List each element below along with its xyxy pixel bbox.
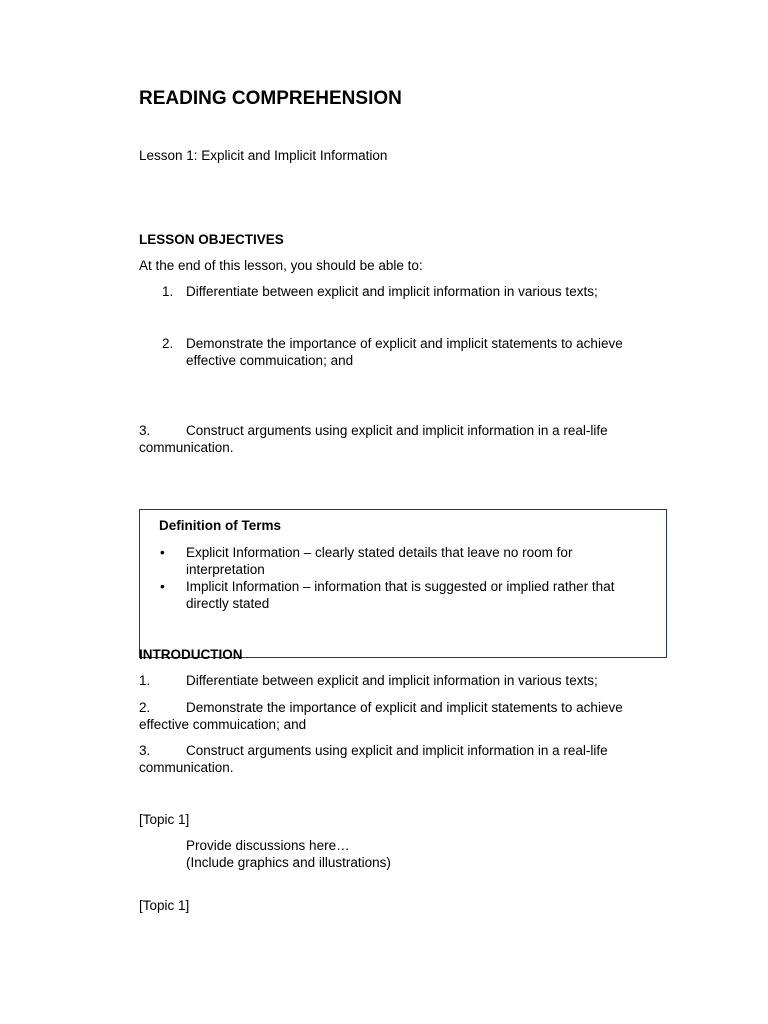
introduction-item <box>139 742 659 776</box>
objectives-heading: LESSON OBJECTIVES <box>139 232 284 247</box>
objective-item <box>162 335 662 369</box>
definition-text: Implicit Information – information that is suggested or implied rather that directly stated <box>186 579 615 611</box>
introduction-heading: INTRODUCTION <box>139 647 243 662</box>
topic-label: [Topic 1] <box>139 898 190 913</box>
introduction-number: 3. <box>139 743 151 758</box>
objective-item <box>139 422 659 456</box>
bullet-icon: • <box>160 545 165 560</box>
definition-list <box>158 544 648 612</box>
topic-body <box>186 837 391 871</box>
introduction-number: 1. <box>139 673 151 688</box>
objective-item <box>162 283 662 300</box>
bullet-icon: • <box>160 579 165 594</box>
objective-number: 3. <box>139 423 151 438</box>
objective-number: 1. <box>162 284 174 299</box>
objective-number: 2. <box>162 336 174 351</box>
topic-body-line: (Include graphics and illustrations) <box>186 855 391 870</box>
introduction-text: Differentiate between explicit and implicit information in various texts; <box>186 673 598 688</box>
objective-text: Demonstrate the importance of explicit and implicit statements to achieve effective commuication; and <box>186 336 623 368</box>
introduction-text: Construct arguments using explicit and implicit information in a real-life communication. <box>139 743 608 775</box>
introduction-item <box>139 699 659 733</box>
topic-body-line: Provide discussions here… <box>186 838 350 853</box>
introduction-text: Demonstrate the importance of explicit and implicit statements to achieve effective commuication; and <box>139 700 623 732</box>
objectives-intro: At the end of this lesson, you should be able to: <box>139 258 423 273</box>
introduction-number: 2. <box>139 700 151 715</box>
definition-heading: Definition of Terms <box>159 518 282 533</box>
definition-item <box>158 578 648 612</box>
definition-item <box>158 544 648 578</box>
lesson-title: Lesson 1: Explicit and Implicit Information <box>139 148 388 163</box>
introduction-item <box>139 672 659 689</box>
objective-text: Differentiate between explicit and implicit information in various texts; <box>186 284 598 299</box>
topic-label: [Topic 1] <box>139 812 190 827</box>
document-title: READING COMPREHENSION <box>139 88 402 109</box>
definition-text: Explicit Information – clearly stated details that leave no room for interpretation <box>186 545 573 577</box>
objective-text: Construct arguments using explicit and implicit information in a real-life communication. <box>139 423 608 455</box>
